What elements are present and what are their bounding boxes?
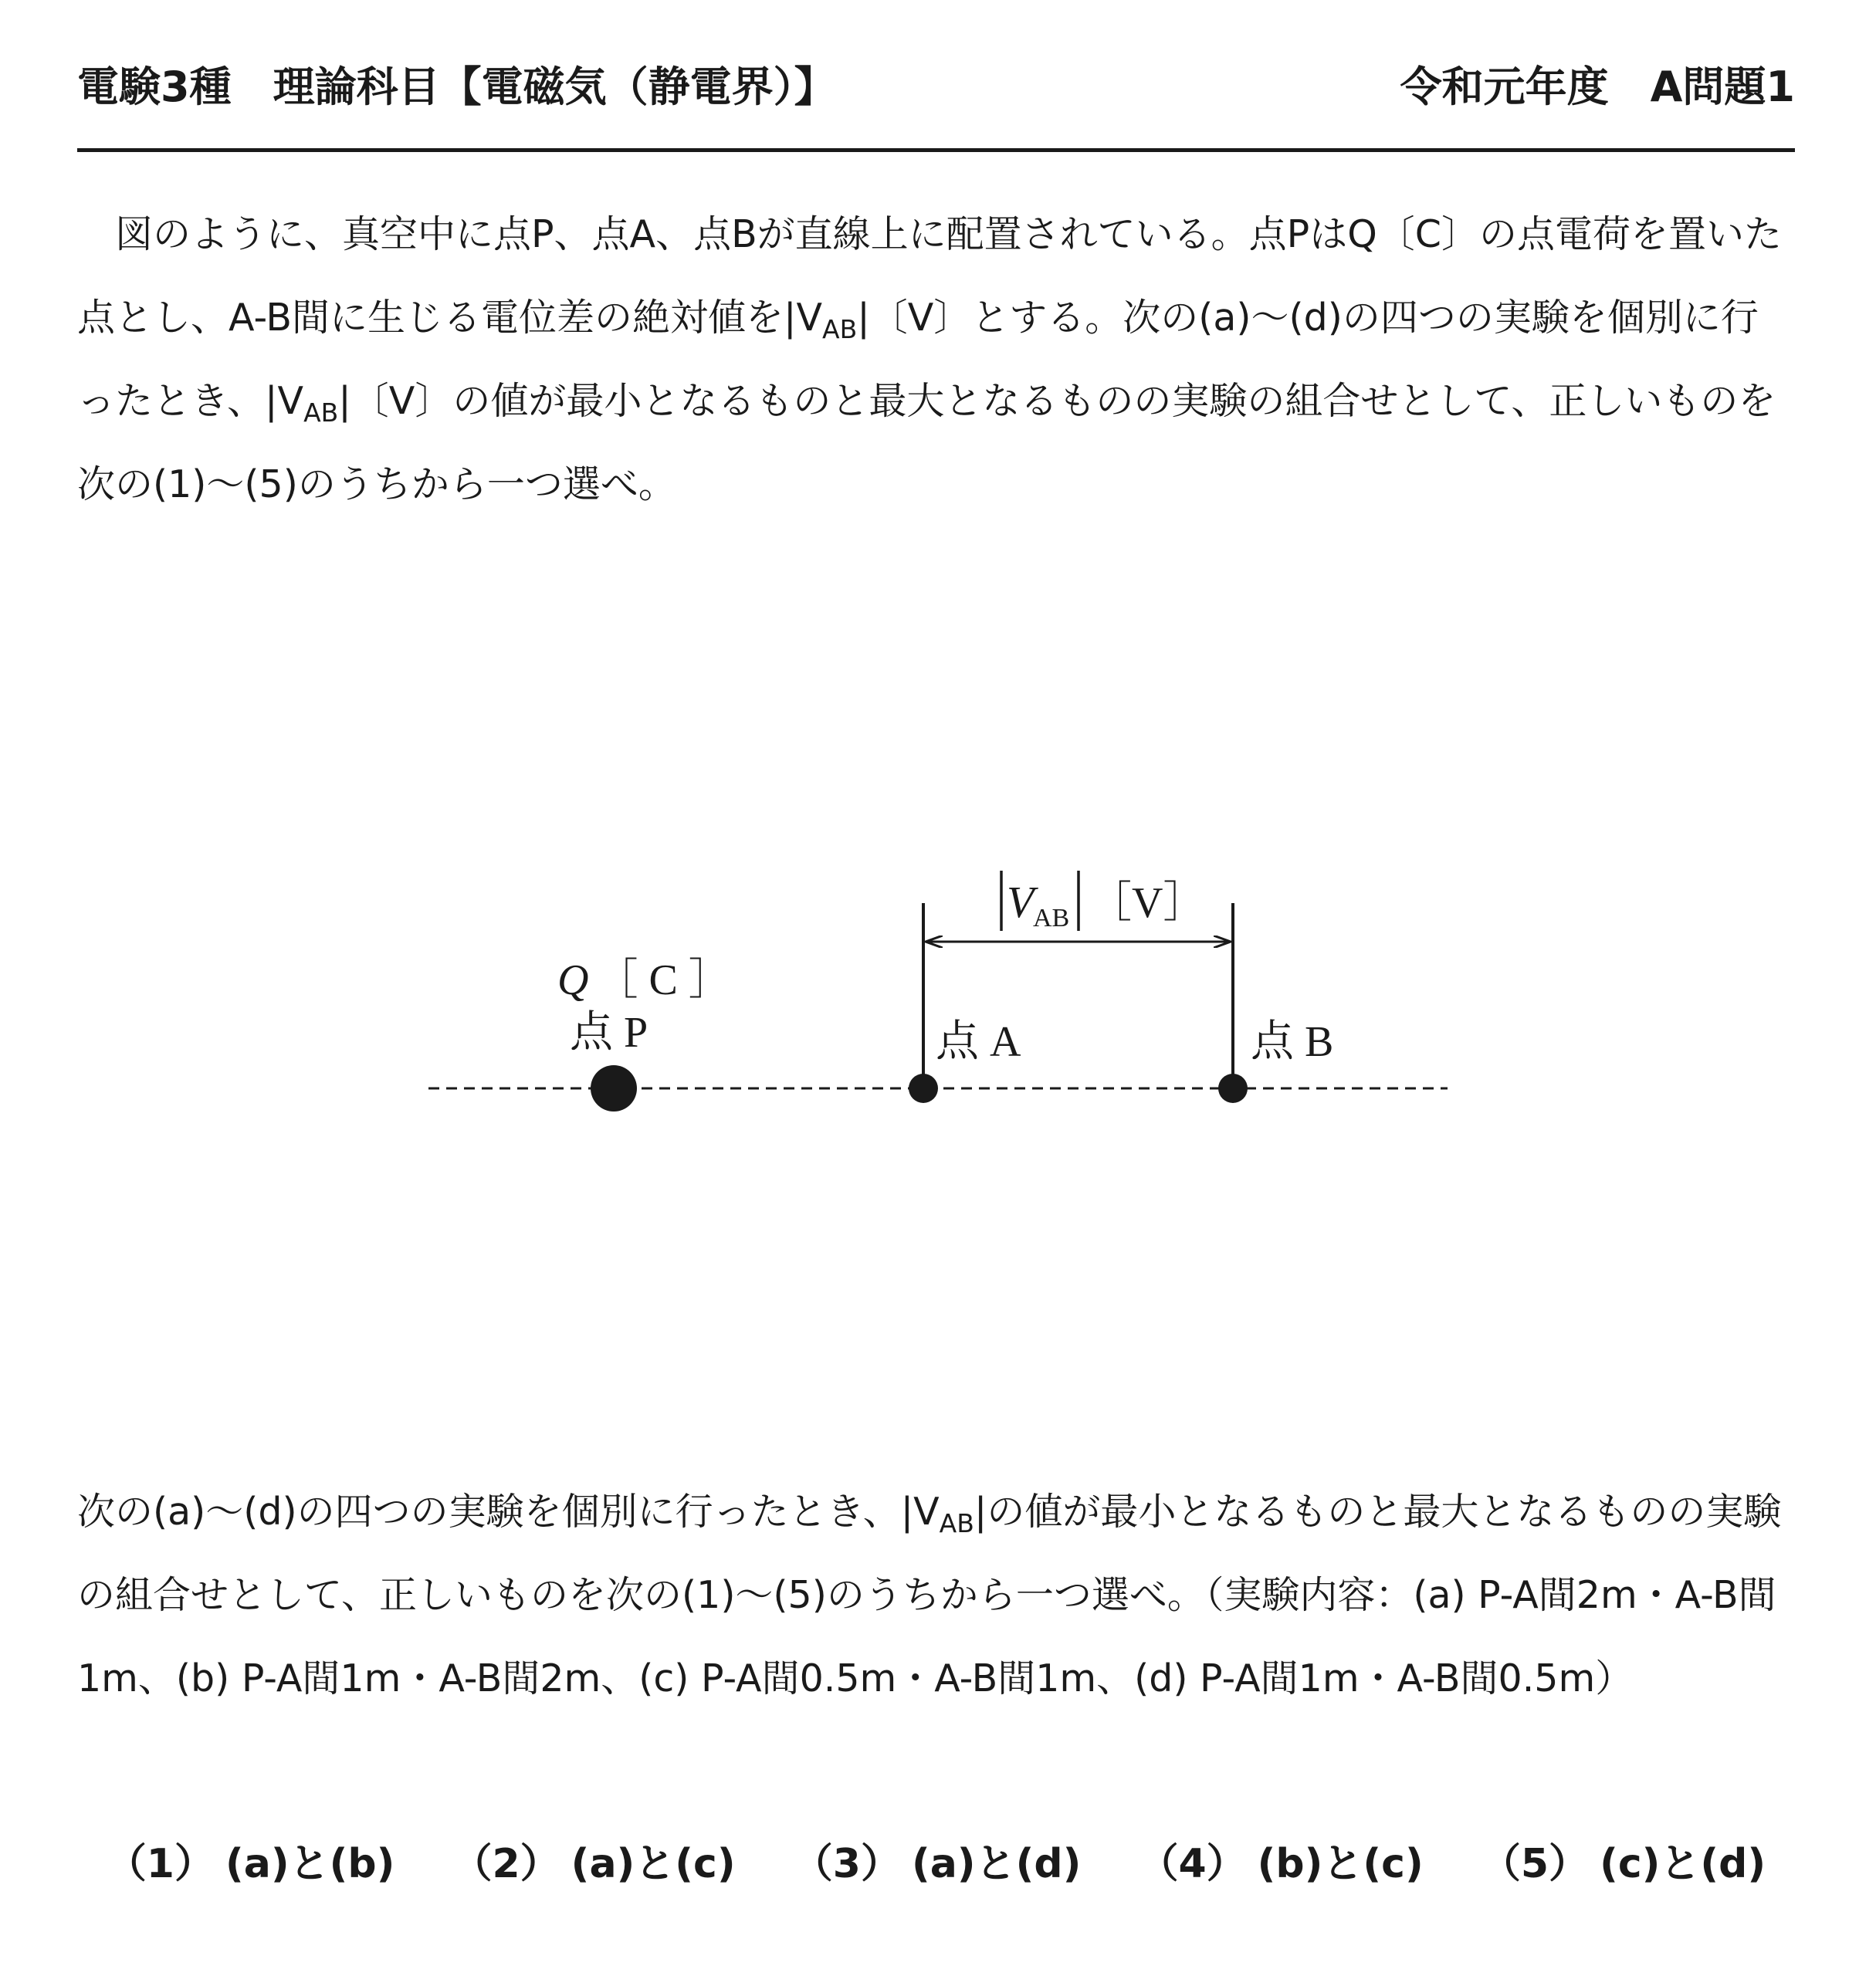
choice-number: （4） <box>1138 1841 1247 1887</box>
choice-text: (a)と(b) <box>225 1841 395 1887</box>
charge-unit: ［ C ］ <box>594 956 732 1004</box>
charge-diagram <box>0 810 1876 1196</box>
choice-3[interactable] <box>793 1831 1082 1889</box>
experiment-text <box>77 1470 1795 1721</box>
choice-number: （5） <box>1480 1841 1590 1887</box>
choice-2[interactable] <box>452 1831 735 1889</box>
experiment-text-part2: |の値が最小となるものと最大となるものの実験の組合せとして、正しいものを次の(1)〜(5)のうちから一つ選べ。（実験内容：(a) P-A間2m・A-B間1m、(b) P-A間1m・A-B間2m、(c) P-A間0.5m・A-B間1m、(d) P-A間1m・A-B間0.5m） <box>77 1490 1782 1700</box>
voltage-subscript: AB <box>1033 904 1070 932</box>
voltage-unit: ［V］ <box>1089 879 1207 927</box>
exam-year-problem: 令和元年度 A問題1 <box>1400 63 1795 111</box>
subject-title: 電験3種 理論科目【電磁気（静電界）】 <box>77 63 836 111</box>
experiment-text-part1: 次の(a)〜(d)の四つの実験を個別に行ったとき、|V <box>77 1490 940 1534</box>
question-text <box>77 193 1795 526</box>
point-a-label: 点 A <box>936 1018 1021 1066</box>
experiment-subscript: AB <box>939 1508 974 1538</box>
charge-symbol: Q <box>557 956 589 1004</box>
choice-number: （3） <box>792 1841 901 1887</box>
choice-4[interactable] <box>1138 1831 1423 1889</box>
choice-text: (a)と(c) <box>571 1841 736 1887</box>
voltage-label <box>1007 877 1206 932</box>
choice-text: (c)と(d) <box>1600 1841 1766 1887</box>
choice-1[interactable] <box>107 1831 395 1889</box>
page-header <box>77 54 1795 125</box>
question-subscript-2: AB <box>303 398 339 428</box>
question-subscript-1: AB <box>822 314 858 344</box>
choice-text: (a)と(d) <box>911 1841 1082 1887</box>
choice-number: （2） <box>452 1841 560 1887</box>
choice-number: （1） <box>106 1841 215 1887</box>
choice-text: (b)と(c) <box>1257 1841 1424 1887</box>
question-text-part3: |〔V〕の値が最小となるものと最大となるものの実験の組合せとして、正しいものを次の(1)〜(5)のうちから一つ選べ。 <box>77 379 1776 506</box>
charge-label <box>557 956 732 1004</box>
question-text-part1: 図のように、真空中に点P、点A、点Bが直線上に配置されている。点PはQ〔C〕の点電荷を置いた点とし、A-B間に生じる電位差の絶対値を|V <box>77 212 1783 340</box>
point-b-label: 点 B <box>1251 1018 1334 1066</box>
choice-5[interactable] <box>1481 1831 1766 1889</box>
point-p-label: 点 P <box>570 1009 648 1057</box>
voltage-symbol: V <box>1007 877 1035 927</box>
question-text-part2: |〔V〕とする。次の(a)〜(d)の四つの実験を個別に行ったとき、|V <box>77 296 1759 423</box>
answer-choices <box>77 1831 1795 1889</box>
header-divider <box>77 148 1795 152</box>
point-p-charge-dot <box>591 1065 637 1112</box>
